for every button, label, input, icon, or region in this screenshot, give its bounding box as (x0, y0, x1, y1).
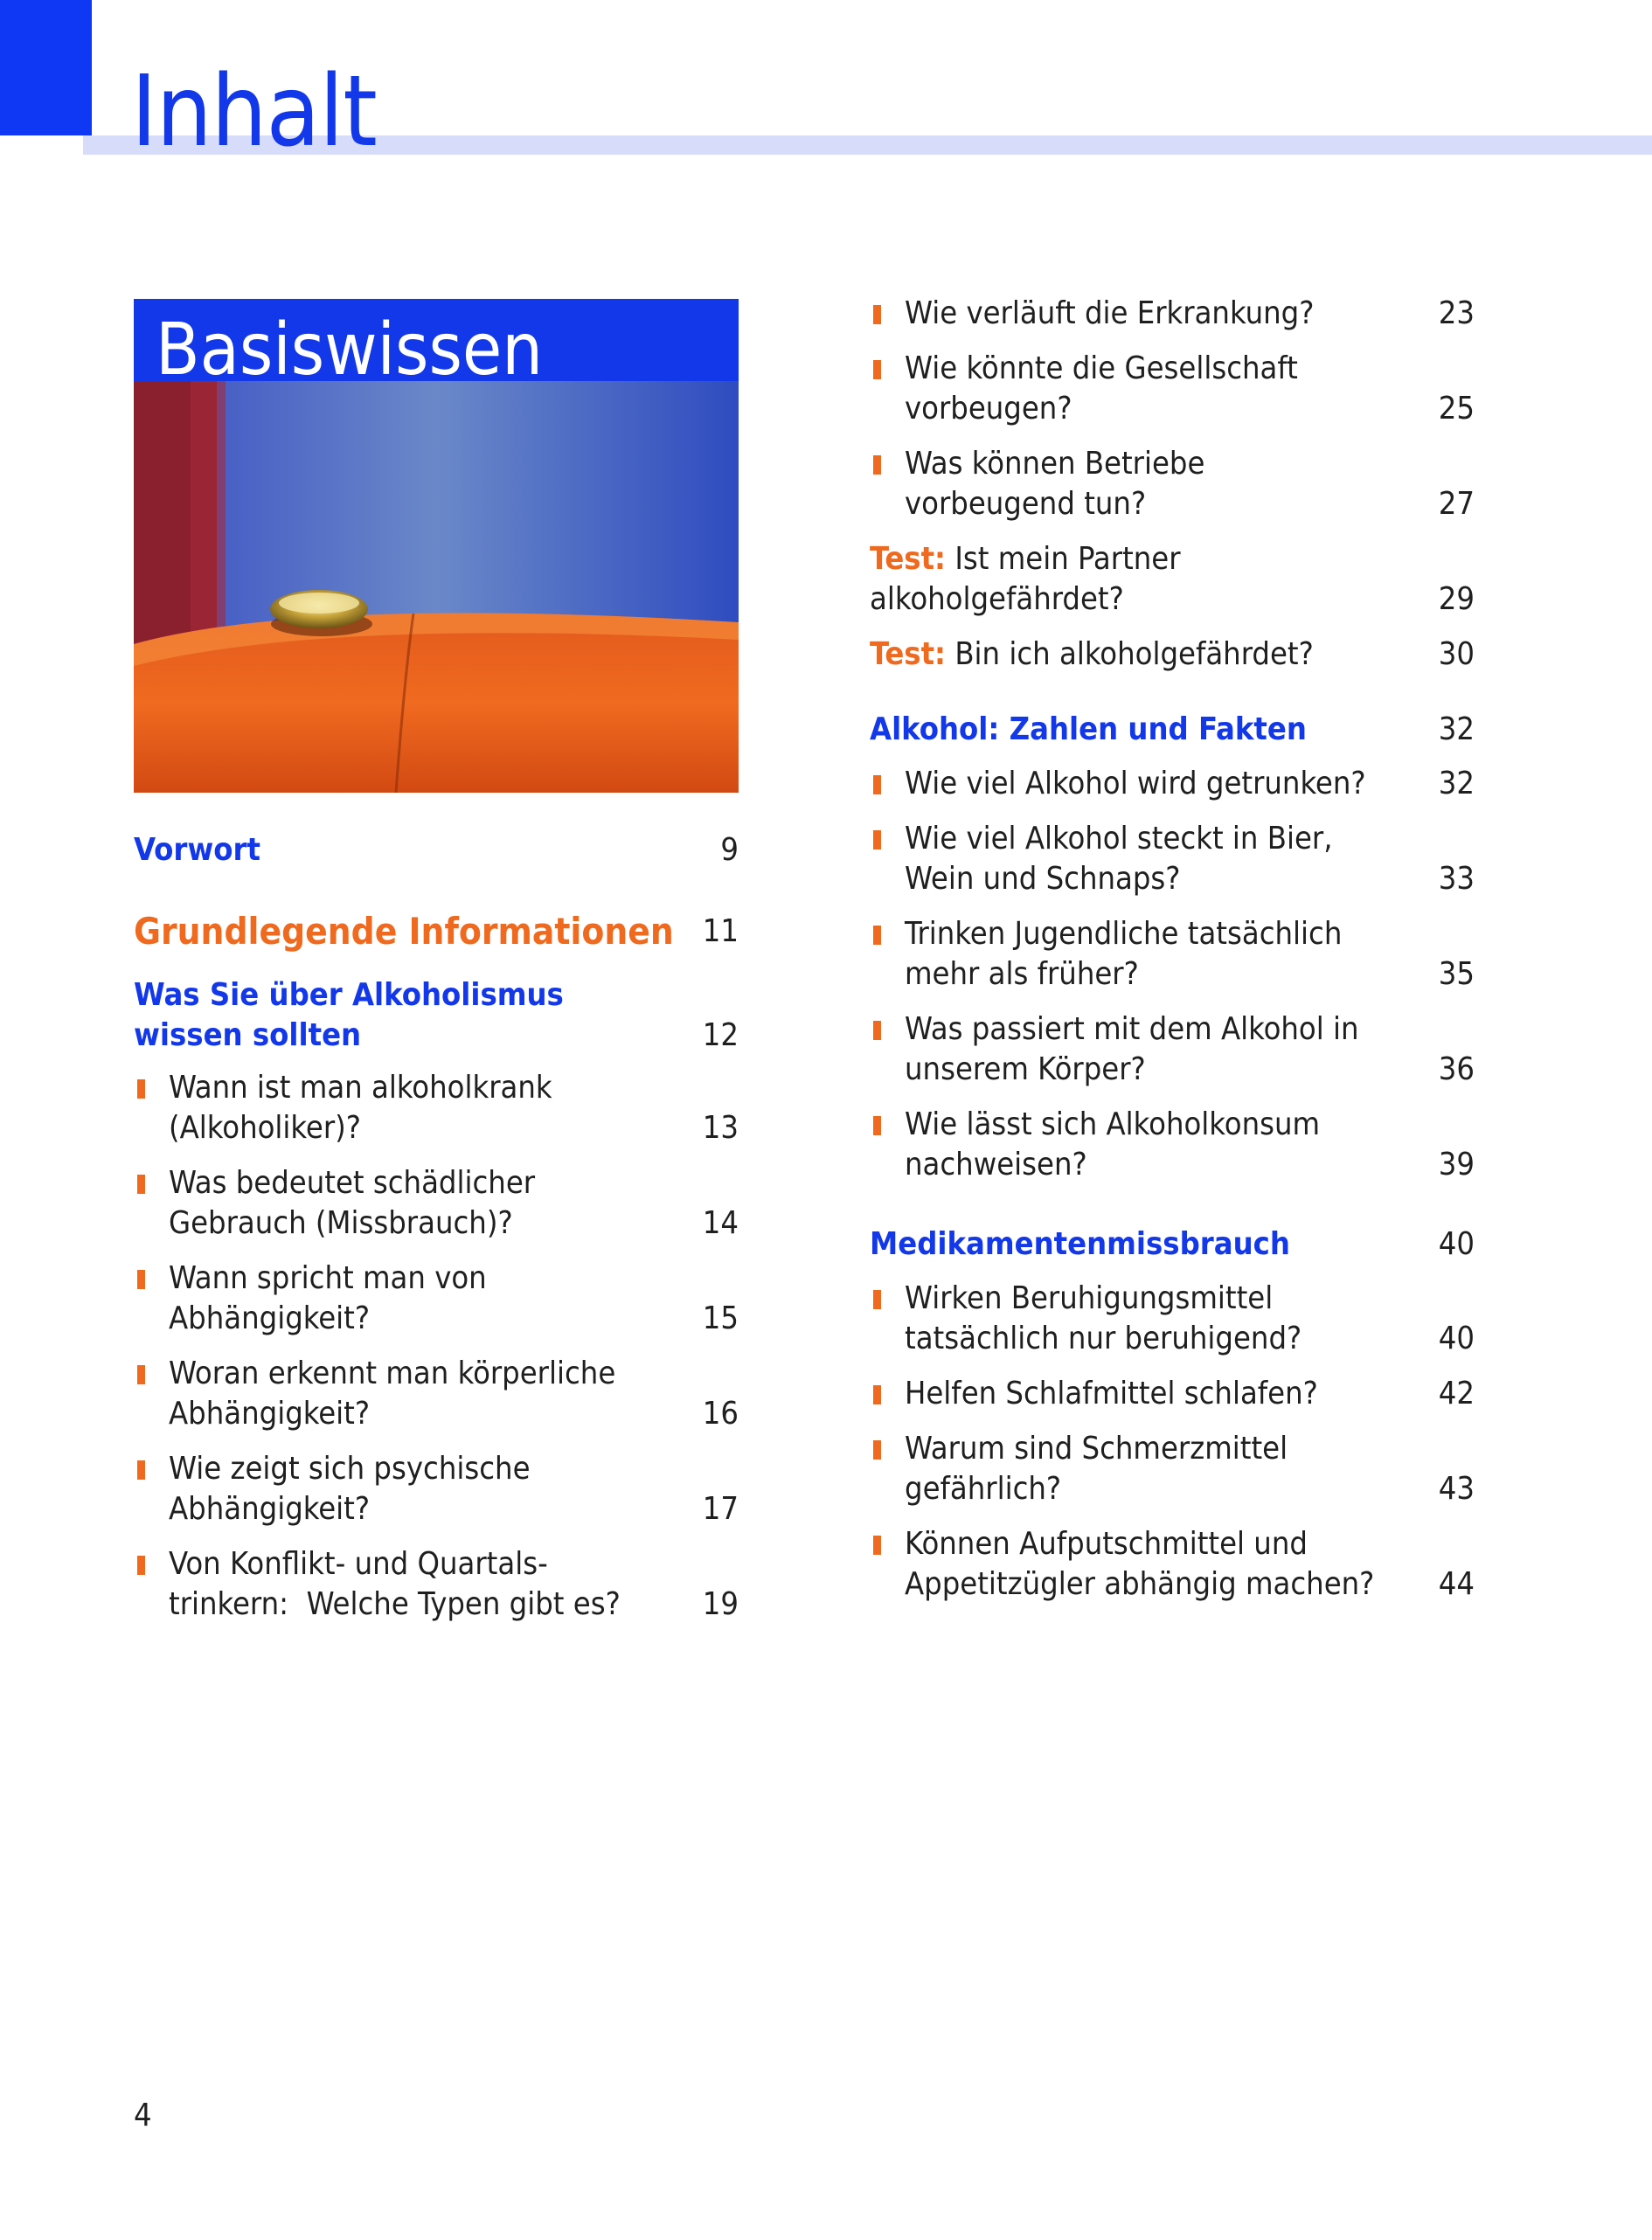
toc-line-1: Wie zeigt sich psychische (169, 1451, 531, 1487)
toc-line-1: Wie könnte die Gesellschaft (905, 350, 1298, 386)
toc-page-number: 11 (702, 913, 739, 949)
toc-page-number: 39 (1438, 1147, 1475, 1182)
toc-entry-label (134, 1544, 685, 1625)
toc-left-column (134, 830, 739, 1640)
hero-label: Basiswissen (156, 309, 544, 392)
toc-page-number: 33 (1438, 861, 1475, 897)
page-number: 4 (134, 2098, 152, 2133)
toc-page-number: 40 (1438, 1226, 1475, 1262)
toc-entry-gesellschaft-vorbeugen[interactable] (870, 349, 1475, 429)
toc-page-number: 44 (1438, 1566, 1475, 1602)
toc-page-number: 29 (1438, 581, 1475, 617)
toc-line-1: Wie lässt sich Alkoholkonsum (905, 1106, 1321, 1142)
toc-line-2: vorbeugend tun? (905, 486, 1147, 522)
toc-entry-abhaengigkeit[interactable] (134, 1259, 739, 1339)
toc-page-number: 15 (702, 1300, 739, 1336)
toc-entry-vorwort[interactable] (134, 830, 739, 870)
toc-page-number: 12 (702, 1017, 739, 1053)
toc-line-1: Ist mein Partner (954, 541, 1181, 577)
bullet-icon (137, 1365, 145, 1384)
toc-entry-schmerzmittel[interactable] (870, 1429, 1475, 1509)
toc-line-1: Von Konflikt- und Quartals- (169, 1546, 548, 1582)
test-label: Test: (870, 636, 947, 672)
toc-page-number: 43 (1438, 1471, 1475, 1507)
toc-page-number: 17 (702, 1491, 739, 1527)
toc-entry-koerperliche-abhaengigkeit[interactable] (134, 1354, 739, 1434)
toc-line-2: nachweisen? (905, 1147, 1087, 1182)
page-title: Inhalt (131, 55, 377, 169)
toc-entry-label (870, 1009, 1421, 1090)
toc-entry-label: Alkohol: Zahlen und Fakten (870, 711, 1307, 747)
bullet-icon (137, 1556, 145, 1575)
toc-page-number: 35 (1438, 956, 1475, 992)
toc-line-1: Woran erkennt man körperliche (169, 1356, 616, 1391)
bullet-icon (873, 1290, 881, 1309)
toc-entry-betriebe-vorbeugend[interactable] (870, 444, 1475, 524)
section-gap (870, 1200, 1475, 1224)
hero-image (134, 299, 739, 793)
toc-entry-label (870, 1279, 1421, 1359)
corner-accent-block (0, 0, 92, 135)
toc-line-2: mehr als früher? (905, 956, 1139, 992)
toc-right-column (870, 294, 1475, 1619)
bullet-icon (873, 305, 881, 324)
toc-page-number: 40 (1438, 1321, 1475, 1356)
toc-line-2: alkoholgefährdet? (870, 581, 1124, 617)
section-gap (870, 675, 1475, 710)
toc-line-2: Wein und Schnaps? (905, 861, 1181, 897)
toc-page-number: 30 (1438, 636, 1475, 672)
toc-entry-label (870, 349, 1421, 429)
toc-entry-label (134, 1354, 685, 1434)
bullet-icon (137, 1079, 145, 1099)
toc-entry-label: Medikamentenmissbrauch (870, 1226, 1290, 1262)
bullet-icon (137, 1460, 145, 1480)
toc-line-1: Was bedeutet schädlicher (169, 1165, 536, 1201)
toc-line-2: Abhängigkeit? (169, 1396, 371, 1432)
bullet-icon (873, 926, 881, 945)
toc-line-2: (Alkoholiker)? (169, 1110, 361, 1146)
toc-entry-psychische-abhaengigkeit[interactable] (134, 1449, 739, 1529)
toc-page-number: 42 (1438, 1376, 1475, 1411)
toc-entry-schaedlicher-gebrauch[interactable] (134, 1163, 739, 1244)
toc-entry-label (134, 1163, 685, 1244)
toc-entry-was-sie-ueber-alkoholismus[interactable] (134, 975, 739, 1056)
toc-entry-schlafmittel[interactable] (870, 1374, 1475, 1414)
toc-page-number: 16 (702, 1396, 739, 1432)
toc-page-number: 13 (702, 1110, 739, 1146)
toc-entry-label (870, 764, 1421, 804)
toc-entry-label (870, 294, 1421, 334)
toc-line-1: Bin ich alkoholgefährdet? (954, 636, 1314, 672)
toc-entry-label (870, 1374, 1421, 1414)
toc-line-1: Was Sie über Alkoholismus (134, 977, 564, 1013)
toc-entry-label (134, 1068, 685, 1148)
test-label: Test: (870, 541, 947, 577)
toc-page-number: 32 (1438, 766, 1475, 801)
toc-line-1: Was können Betriebe (905, 446, 1205, 482)
toc-page-number: 32 (1438, 711, 1475, 747)
bullet-icon (873, 1021, 881, 1040)
toc-entry-label (134, 975, 685, 1056)
toc-entry-label (870, 1524, 1421, 1605)
toc-entry-label (870, 1105, 1421, 1185)
toc-entry-alkoholkrank[interactable] (134, 1068, 739, 1148)
toc-entry-trinker-typen[interactable] (134, 1544, 739, 1625)
toc-entry-label (870, 635, 1421, 675)
toc-entry-label (870, 539, 1421, 620)
toc-entry-alkohol-getrunken[interactable] (870, 764, 1475, 804)
bullet-icon (873, 830, 881, 850)
toc-entry-label (870, 914, 1421, 995)
toc-entry-label: Vorwort (134, 832, 260, 868)
toc-line-1: Wie viel Alkohol steckt in Bier, (905, 821, 1333, 856)
bullet-icon (873, 360, 881, 379)
toc-line-2: Abhängigkeit? (169, 1491, 371, 1527)
toc-line-2: Gebrauch (Missbrauch)? (169, 1205, 513, 1241)
toc-line-1: Helfen Schlafmittel schlafen? (905, 1376, 1318, 1411)
bullet-icon (873, 775, 881, 794)
toc-entry-label (134, 1449, 685, 1529)
toc-entry-beruhigungsmittel[interactable] (870, 1279, 1475, 1359)
toc-entry-label: Grundlegende Informationen (134, 910, 674, 953)
bullet-icon (873, 1116, 881, 1135)
toc-line-1: Wann spricht man von (169, 1260, 487, 1296)
toc-entry-alkohol-koerper[interactable] (870, 1009, 1475, 1090)
toc-entry-label (870, 444, 1421, 524)
toc-line-2: unserem Körper? (905, 1051, 1146, 1087)
bullet-icon (873, 455, 881, 475)
bullet-icon (137, 1175, 145, 1194)
toc-line-1: Trinken Jugendliche tatsächlich (905, 916, 1343, 952)
toc-page-number: 25 (1438, 391, 1475, 427)
toc-entry-grundlegende-informationen[interactable] (134, 909, 739, 954)
toc-line-1: Können Aufputschmittel und (905, 1526, 1308, 1562)
toc-entry-test-selbst[interactable] (870, 635, 1475, 675)
toc-entry-aufputschmittel[interactable] (870, 1524, 1475, 1605)
toc-entry-label (870, 819, 1421, 899)
toc-entry-label (134, 1259, 685, 1339)
bullet-icon (137, 1270, 145, 1289)
toc-entry-zahlen-fakten[interactable] (870, 710, 1475, 750)
toc-line-2: wissen sollten (134, 1017, 362, 1053)
toc-line-2: vorbeugen? (905, 391, 1072, 427)
toc-line-2: trinkern: Welche Typen gibt es? (169, 1586, 621, 1622)
toc-line-2: Appetitzügler abhängig machen? (905, 1566, 1375, 1602)
toc-line-1: Wie verläuft die Erkrankung? (905, 295, 1315, 331)
toc-entry-jugendliche[interactable] (870, 914, 1475, 995)
toc-line-2: tatsächlich nur beruhigend? (905, 1321, 1302, 1356)
toc-page-number: 14 (702, 1205, 739, 1241)
toc-line-1: Wann ist man alkoholkrank (169, 1070, 552, 1106)
toc-page-number: 9 (720, 832, 739, 868)
toc-page-number: 27 (1438, 486, 1475, 522)
toc-entry-verlauf-erkrankung[interactable] (870, 294, 1475, 334)
toc-line-1: Warum sind Schmerzmittel (905, 1431, 1288, 1467)
toc-line-1: Wie viel Alkohol wird getrunken? (905, 766, 1366, 801)
bullet-icon (873, 1440, 881, 1460)
toc-entry-medikamentenmissbrauch[interactable] (870, 1224, 1475, 1265)
toc-page-number: 23 (1438, 295, 1475, 331)
toc-line-1: Wirken Beruhigungsmittel (905, 1280, 1274, 1316)
toc-entry-test-partner[interactable] (870, 539, 1475, 620)
bullet-icon (873, 1536, 881, 1555)
toc-line-2: Abhängigkeit? (169, 1300, 371, 1336)
toc-line-1: Was passiert mit dem Alkohol in (905, 1011, 1359, 1047)
toc-entry-alkoholkonsum-nachweisen[interactable] (870, 1105, 1475, 1185)
toc-page-number: 36 (1438, 1051, 1475, 1087)
bullet-icon (873, 1385, 881, 1404)
toc-entry-label (870, 1429, 1421, 1509)
toc-entry-bier-wein-schnaps[interactable] (870, 819, 1475, 899)
toc-line-2: gefährlich? (905, 1471, 1062, 1507)
toc-page-number: 19 (702, 1586, 739, 1622)
